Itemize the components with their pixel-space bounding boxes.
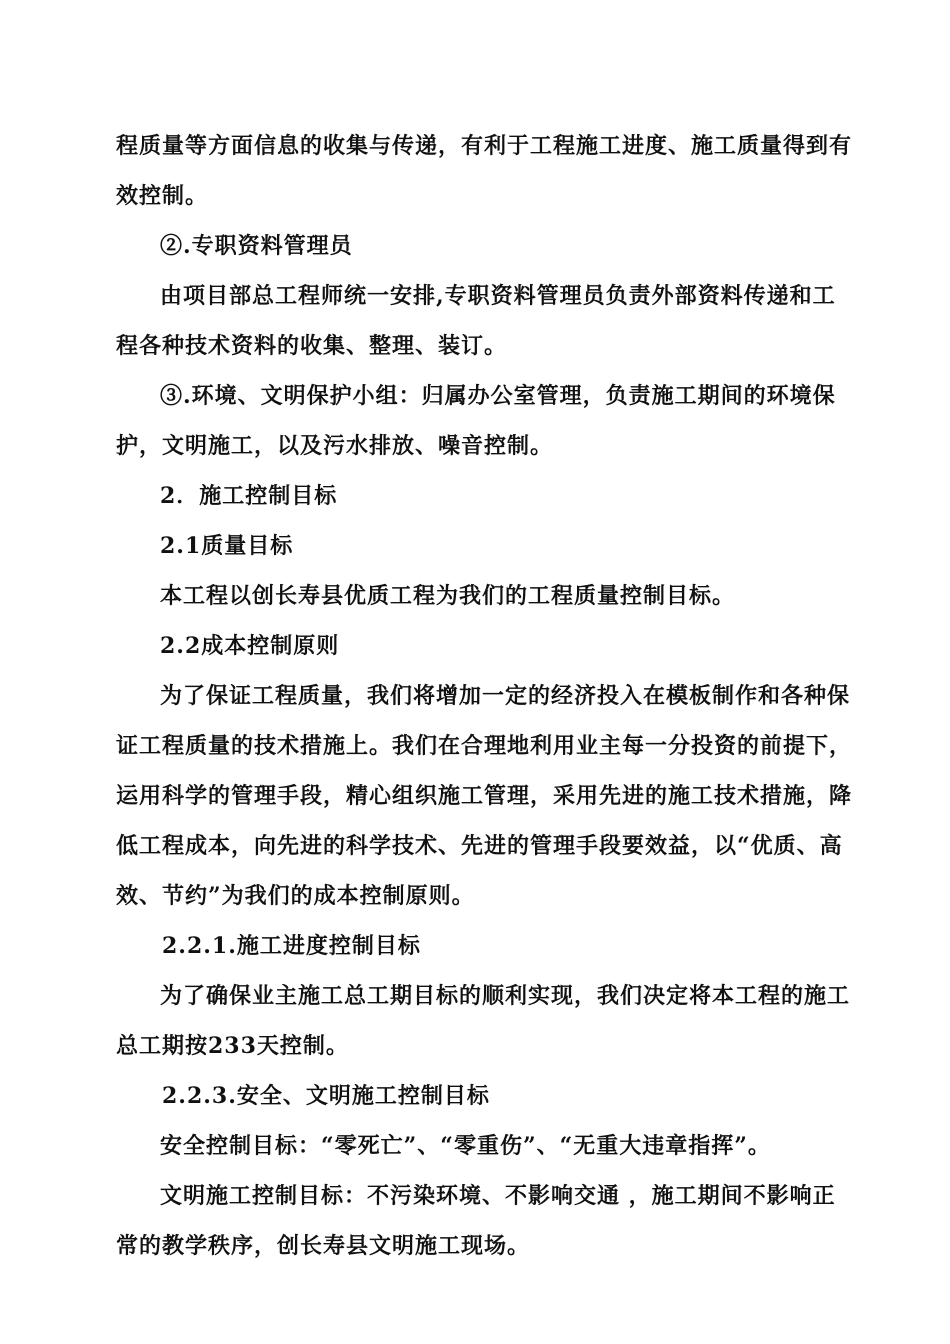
paragraph-line: 程质量等方面信息的收集与传递，有利于工程施工进度、施工质量得到有	[116, 133, 853, 159]
section-heading: ②.专职资料管理员	[160, 233, 353, 259]
paragraph-line: 护，文明施工，以及污水排放、噪音控制。	[116, 433, 554, 459]
paragraph-line: 由项目部总工程师统一安排,专职资料管理员负责外部资料传递和工	[160, 283, 836, 309]
paragraph-line: 文明施工控制目标：不污染环境、不影响交通 ，施工期间不影响正	[160, 1183, 836, 1209]
paragraph-line: 为了保证工程质量，我们将增加一定的经济投入在模板制作和各种保	[160, 683, 851, 709]
section-heading: 2.2.1.施工进度控制目标	[162, 933, 421, 959]
paragraph-line: 总工期按233天控制。	[116, 1033, 349, 1059]
section-heading: 2.2成本控制原则	[160, 633, 340, 659]
paragraph-line: 效、节约”为我们的成本控制原则。	[116, 883, 475, 909]
paragraph-line: 证工程质量的技术措施上。我们在合理地利用业主每一分投资的前提下，	[116, 733, 853, 759]
paragraph-line: 常的教学秩序，创长寿县文明施工现场。	[116, 1233, 531, 1259]
paragraph-line: 运用科学的管理手段，精心组织施工管理，采用先进的施工技术措施，降	[116, 783, 853, 809]
paragraph-line: 低工程成本，向先进的科学技术、先进的管理手段要效益，以“优质、高	[116, 833, 843, 859]
paragraph-line: 效控制。	[116, 183, 209, 209]
section-heading: 2.1质量目标	[160, 533, 294, 559]
paragraph-line: 程各种技术资料的收集、整理、装订。	[116, 333, 508, 359]
paragraph-line: 安全控制目标：“零死亡”、“零重伤”、“无重大违章指挥”。	[160, 1133, 771, 1159]
paragraph-line: 为了确保业主施工总工期目标的顺利实现，我们决定将本工程的施工	[160, 983, 851, 1009]
section-heading: 2．施工控制目标	[160, 483, 338, 509]
paragraph-line: ③.环境、文明保护小组：归属办公室管理，负责施工期间的环境保	[160, 383, 836, 409]
paragraph-line: 本工程以创长寿县优质工程为我们的工程质量控制目标。	[160, 583, 736, 609]
section-heading: 2.2.3.安全、文明施工控制目标	[162, 1083, 490, 1109]
